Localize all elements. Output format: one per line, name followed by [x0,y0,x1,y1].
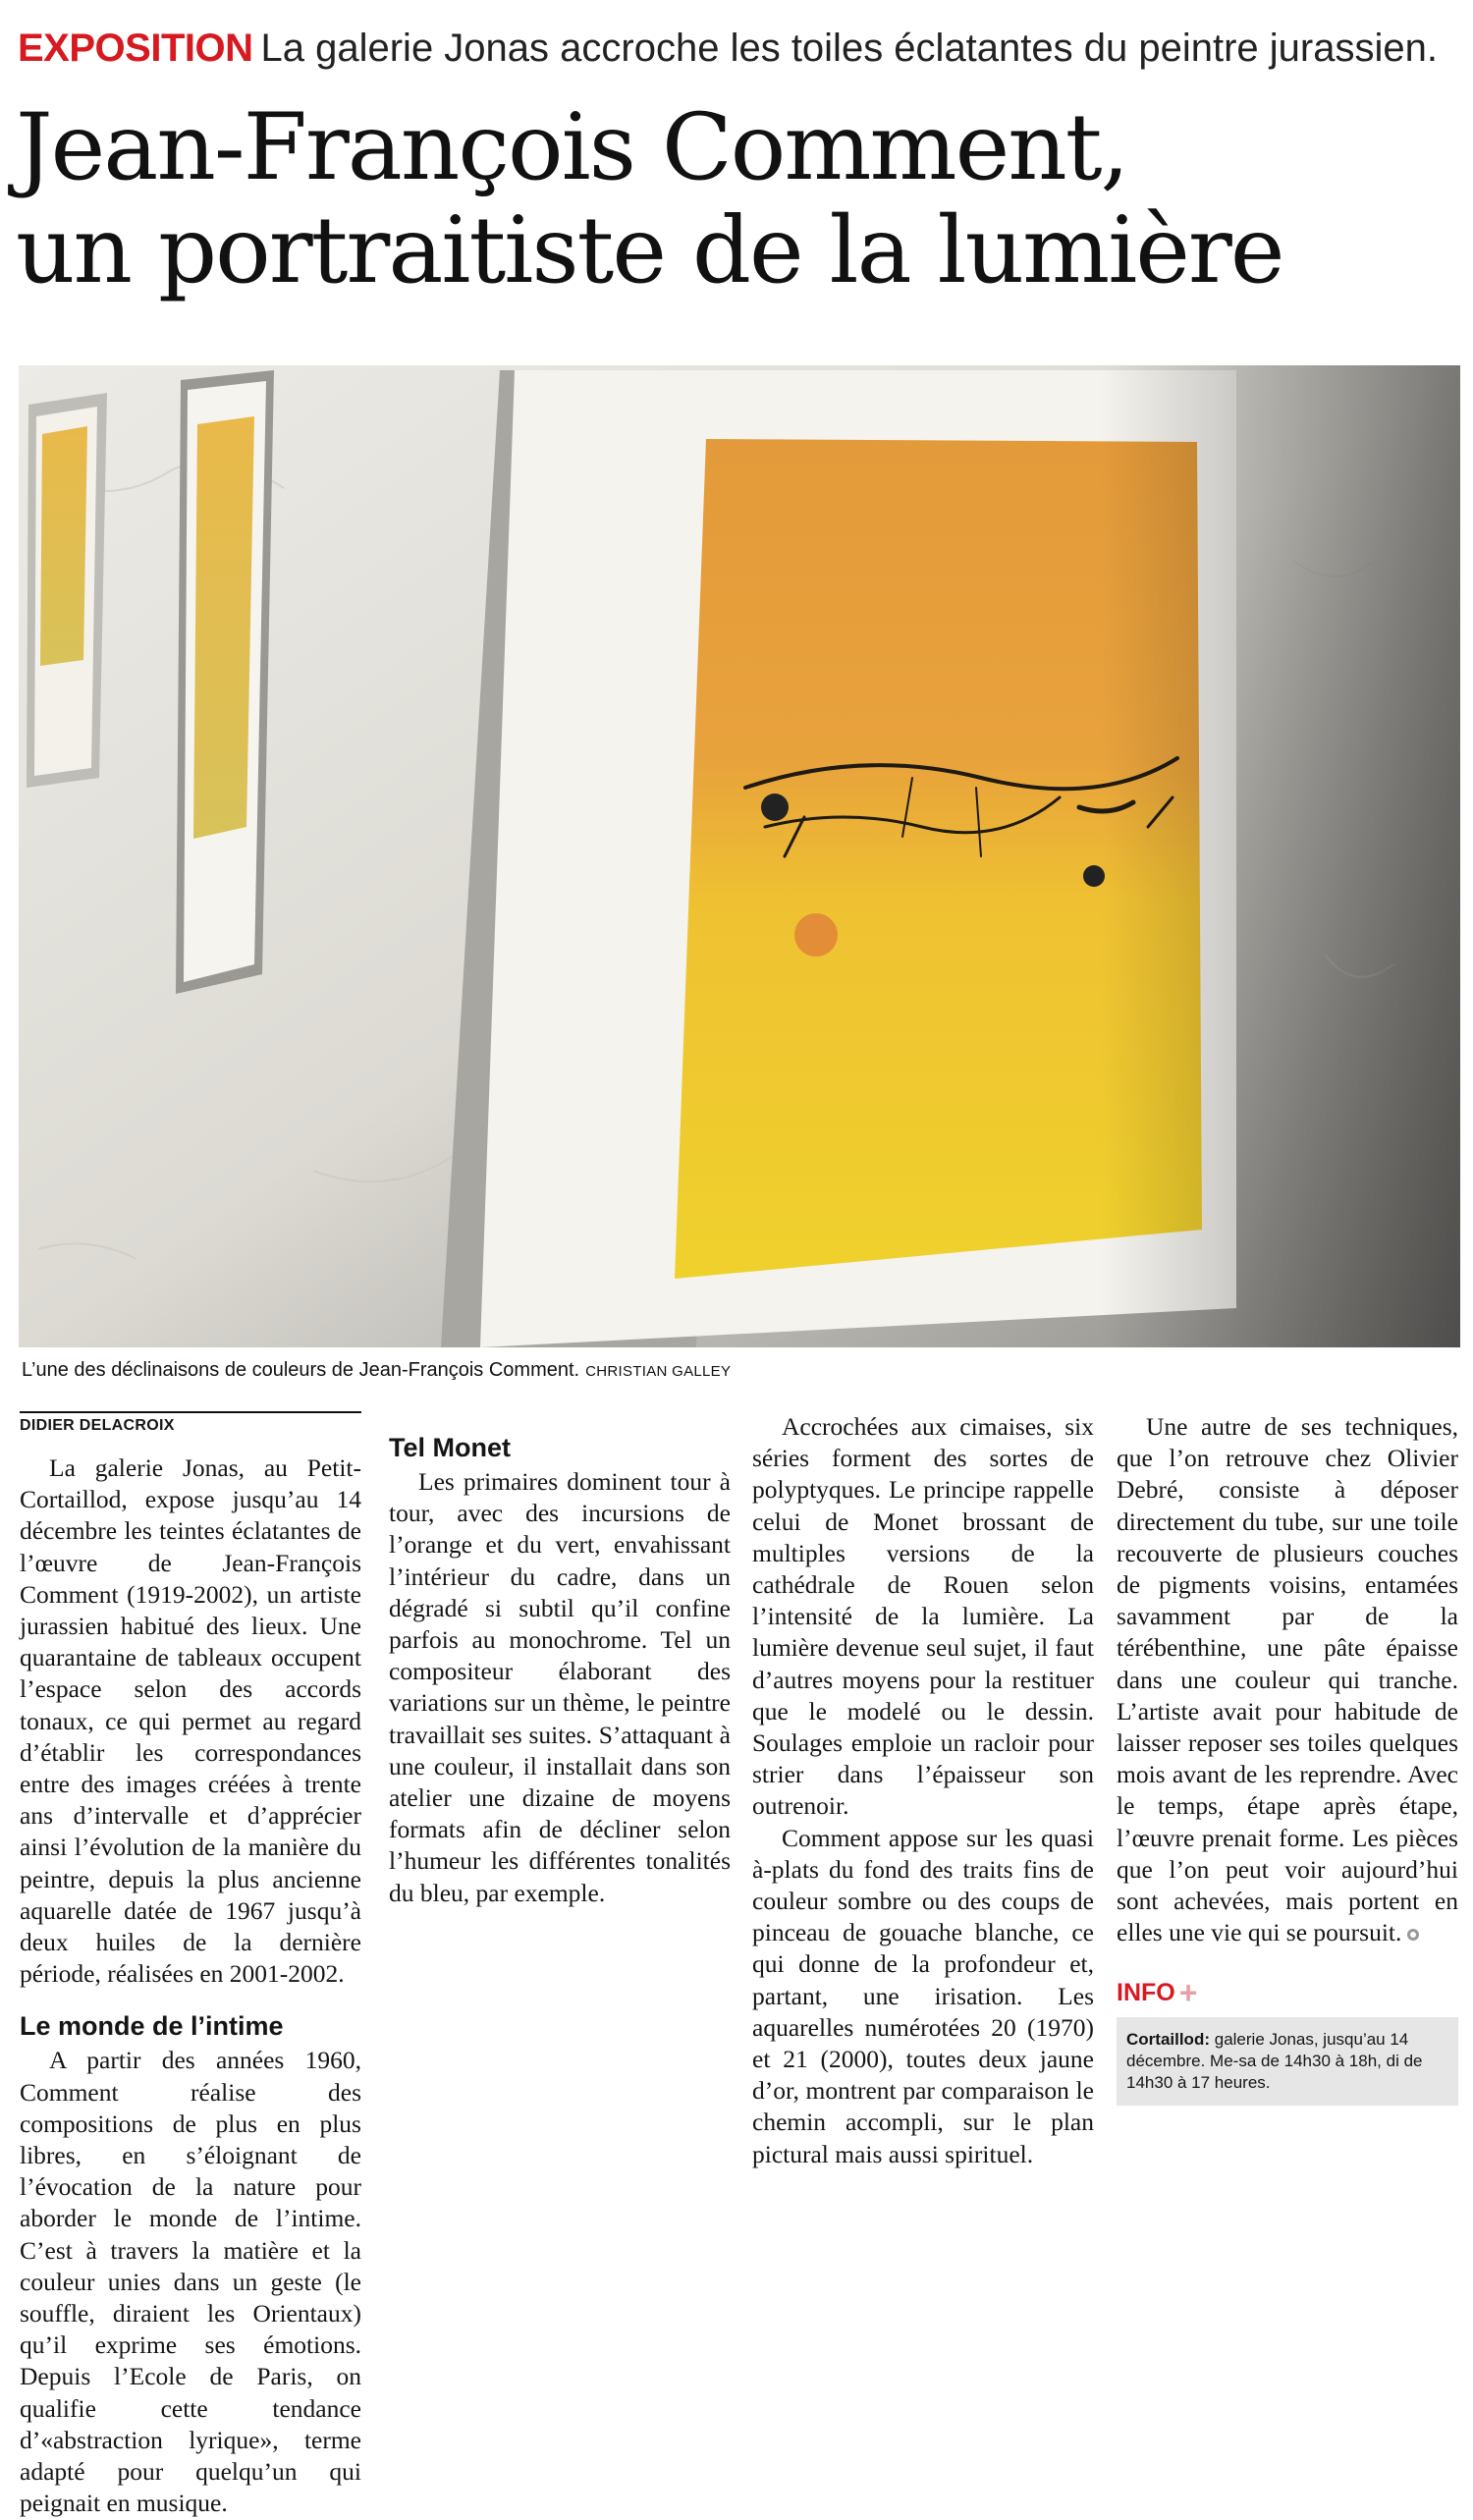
caption-text: L’une des déclinaisons de couleurs de Jean-François Comment. [22,1359,580,1381]
paragraph-4: Accrochées aux cimaises, six séries forment des sortes de polyptyques. Le principe rappelle celui de Monet brossant de multiples versions de la cathédrale de Rouen selon l’intensité de la lumière. La lumière devenue seul sujet, il faut d’autres moyens pour la restituer que le modelé ou le dessin. Soulages emploie un racloir pour strier dans l’épaisseur son outrenoir. [752,1412,1094,1821]
article-column-4 [1117,1411,1458,2106]
plus-icon: + [1178,1975,1198,2011]
section-label: EXPOSITION [18,27,253,70]
info-text: galerie Jonas, jusqu’au 14 décembre. Me-sa de 14h30 à 18h, di de 14h30 à 17 heures. [1126,2030,1423,2093]
headline-line-1: Jean-François Comment, [16,94,1128,201]
info-place: Cortaillod: [1126,2030,1210,2050]
byline: DIDIER DELACROIX [20,1411,361,1437]
paragraph-6 [1117,1411,1458,1948]
info-title [1117,1975,1458,2011]
photo-caption [22,1357,1455,1385]
kicker-text: La galerie Jonas accroche les toiles éclatantes du peintre jurassien. [260,27,1438,70]
paragraph-3: Les primaires dominent tour à tour, avec des incursions de l’orange et du vert, envahissant l’intérieur du cadre, dans un dégradé si subtil qu’il confine parfois au monochrome. Tel un compositeur élaborant des variations sur un thème, le peintre travaillait ses suites. S’attaquant à une couleur, il installait dans son atelier une dizaine de moyens formats afin de décliner selon l’humeur les différentes tonalités du bleu, par exemple. [389,1467,731,1907]
article-photo [19,365,1460,1347]
painting-illustration [19,365,1460,1347]
paragraph-5: Comment appose sur les quasi à-plats du fond des traits fins de couleur sombre ou des coups de pinceau de gouache blanche, ce qui donne de la profondeur et, partant, une irisation. Les aquarelles numérotées 20 (1970) et 21 (2000), toutes deux jaune d’or, montrent par comparaison le chemin accompli, sur le plan pictural mais aussi spirituel. [752,1823,1094,2168]
article-column-3 [752,1411,1094,2170]
article-column-1 [20,1411,361,2520]
headline [16,96,1459,302]
kicker [18,26,1461,71]
subhead-tel-monet: Tel Monet [389,1433,511,1462]
photo-credit: CHRISTIAN GALLEY [585,1363,732,1380]
info-body [1117,2017,1458,2106]
article-column-2 [389,1411,731,1909]
subhead-intime: Le monde de l’intime [20,2011,284,2042]
info-box [1117,1975,1458,2106]
paragraph-1: La galerie Jonas, au Petit-Cortaillod, expose jusqu’au 14 décembre les teintes éclatantes de l’œuvre de Jean-François Comment (1919-2002), un artiste jurassien habitué des lieux. Une quarantaine de tableaux occupent l’espace selon des accords tonaux, ce qui permet au regard d’établir les correspondances entre des images créées à trente ans d’intervalle et d’apprécier ainsi l’évolution de la manière du peintre, depuis la plus ancienne aquarelle datée de 1967 jusqu’à deux huiles de la dernière période, réalisées en 2001-2002. [20,1453,361,1989]
headline-line-2: un portraitiste de la lumière [16,197,1283,304]
paragraph-2: A partir des années 1960, Comment réalise des compositions de plus en plus libres, en s’éloignant de l’évocation de la nature pour aborder le monde de l’intime. C’est à travers la matière et la couleur unies dans un geste (le souffle, diraient les Orientaux) qu’il exprime ses émotions. Depuis l’Ecole de Paris, on qualifie cette tendance d’«abstraction lyrique», terme adapté pour quelqu’un qui peignait en musique. [20,2046,361,2518]
end-mark-icon [1407,1929,1419,1941]
paragraph-6-text: Une autre de ses techniques, que l’on retrouve chez Olivier Debré, consiste à déposer directement du tube, sur une toile recouverte de plusieurs couches de pigments voisins, entamées savamment par de la térébenthine, une pâte épaisse dans une couleur qui tranche. L’artiste avait pour habitude de laisser reposer ses toiles quelques mois avant de les reprendre. Avec le temps, étape après étape, l’œuvre prenait forme. Les pièces que l’on peut voir aujourd’hui sont achevées, mais portent en elles une vie qui se poursuit. [1117,1412,1458,1947]
info-label: INFO [1117,1979,1175,2007]
